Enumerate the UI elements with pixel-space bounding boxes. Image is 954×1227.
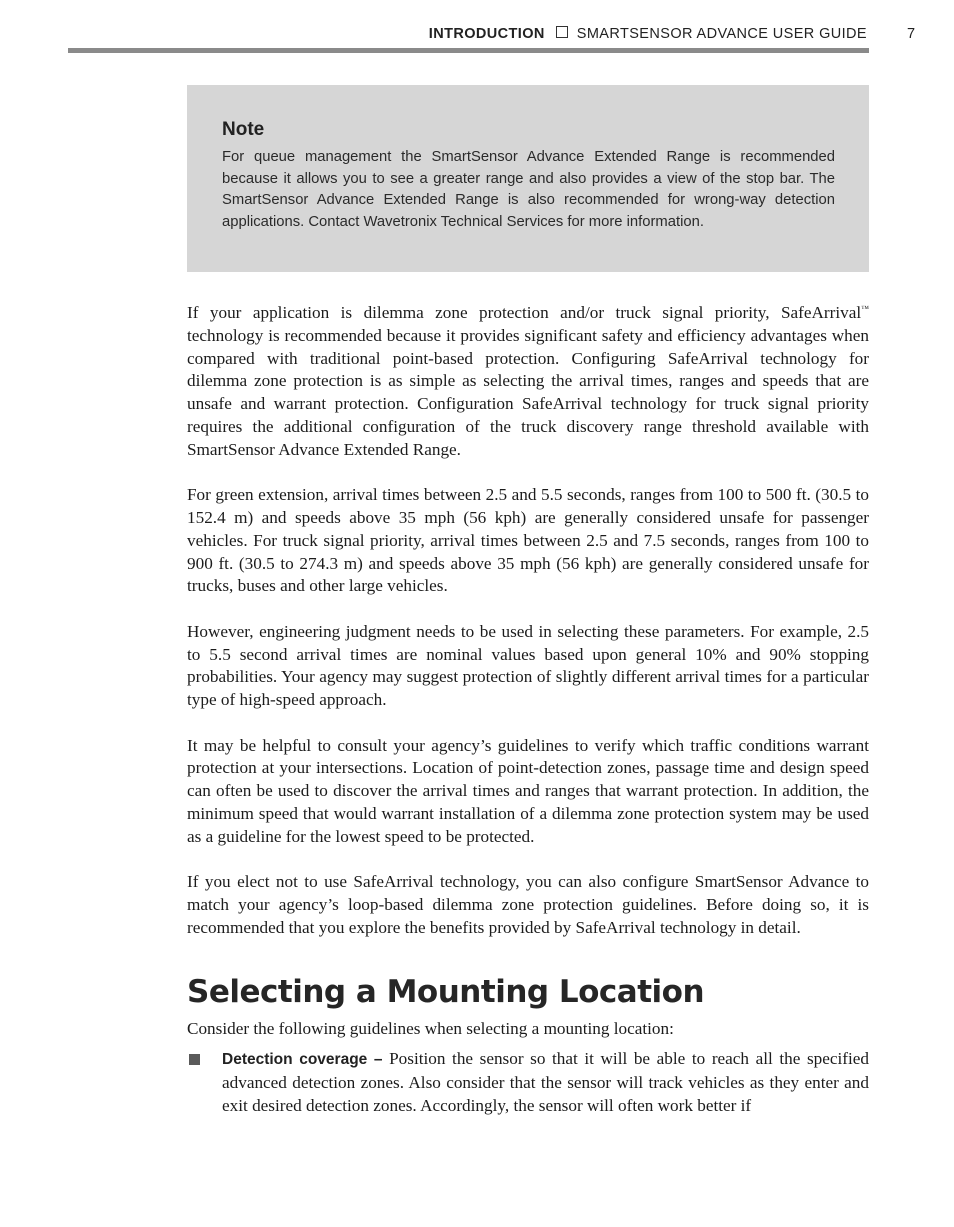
section-intro: Consider the following guidelines when selecting a mounting location: bbox=[187, 1018, 674, 1038]
trademark-mark: ™ bbox=[861, 304, 869, 313]
header-title: SMARTSENSOR ADVANCE USER GUIDE bbox=[576, 26, 867, 42]
header-rule bbox=[68, 48, 869, 53]
bullet-text bbox=[222, 1048, 869, 1117]
p1-start: If your application is dilemma zone protection and/or truck signal priority, SafeArrival bbox=[187, 303, 862, 322]
note-box bbox=[187, 85, 869, 272]
p1-rest: technology is recommended because it provides significant safety and efficiency advantages when compared with traditional point-based protection. Configuring SafeArrival technology for dilemma zone protection is as simple as selecting the arrival times, ranges and speeds that are unsafe and warrant protection. Configuration SafeArrival technology for truck signal priority requires the additional configuration of the truck discovery range threshold available with SmartSensor Advance Extended Range. bbox=[187, 325, 869, 459]
bullet-label: Detection coverage – bbox=[222, 1051, 383, 1069]
note-title: Note bbox=[222, 119, 265, 140]
section-heading: Selecting a Mounting Location bbox=[187, 973, 705, 1010]
bullet-item bbox=[187, 1048, 869, 1117]
separator-box-icon bbox=[556, 26, 568, 38]
paragraph-safearrival bbox=[187, 298, 869, 462]
running-header bbox=[68, 24, 869, 48]
paragraph-agency-guidelines: It may be helpful to consult your agency’s guidelines to verify which traffic conditions warrant protection at your intersections. Location of point-detection zones, passage time and design speed can often be used to discover the arrival times and ranges that warrant protection. In addition, the minimum speed that would warrant installation of a dilemma zone protection system may be used as a guideline for the lowest speed to be protected. bbox=[187, 735, 869, 846]
main-content bbox=[187, 298, 869, 1118]
paragraph-engineering-judgment: However, engineering judgment needs to be used in selecting these parameters. For example, 2.5 to 5.5 second arrival times are nominal values based upon general 10% and 90% stopping probabilities. Your agency may suggest protection of slightly different arrival times for a particular type of high-speed approach. bbox=[187, 621, 869, 710]
header-text bbox=[429, 26, 867, 42]
paragraph-green-extension: For green extension, arrival times between 2.5 and 5.5 seconds, ranges from 100 to 500 ft. (30.5 to 152.4 m) and speeds above 35 mph (56 kph) are generally considered unsafe for passenger vehicles. For truck signal priority, arrival times between 2.5 and 7.5 seconds, ranges from 100 to 900 ft. (30.5 to 274.3 m) and speeds above 35 mph (56 kph) are generally considered unsafe for trucks, buses and other large vehicles. bbox=[187, 485, 869, 596]
paragraph-loop-based: If you elect not to use SafeArrival technology, you can also configure SmartSensor Advance to match your agency’s loop-based dilemma zone protection guidelines. Before doing so, it is recommended that you explore the benefits provided by SafeArrival technology in detail. bbox=[187, 872, 869, 937]
header-section: INTRODUCTION bbox=[428, 26, 545, 42]
bullet-body: Position the sensor so that it will be able to reach all the specified advanced detection zones. Also consider that the sensor will track vehicles as they enter and exit desired detection zones. Accordingly, the sensor will often work better if bbox=[222, 1049, 869, 1115]
note-body: For queue management the SmartSensor Advance Extended Range is recommended because it allows you to see a greater range and also provides a view of the stop bar. The SmartSensor Advance Extended Range is also recommended for wrong-way detection applications. Contact Wavetronix Technical Services for more information. bbox=[222, 149, 835, 230]
page-number: 7 bbox=[907, 26, 916, 42]
square-bullet-icon bbox=[189, 1054, 200, 1065]
